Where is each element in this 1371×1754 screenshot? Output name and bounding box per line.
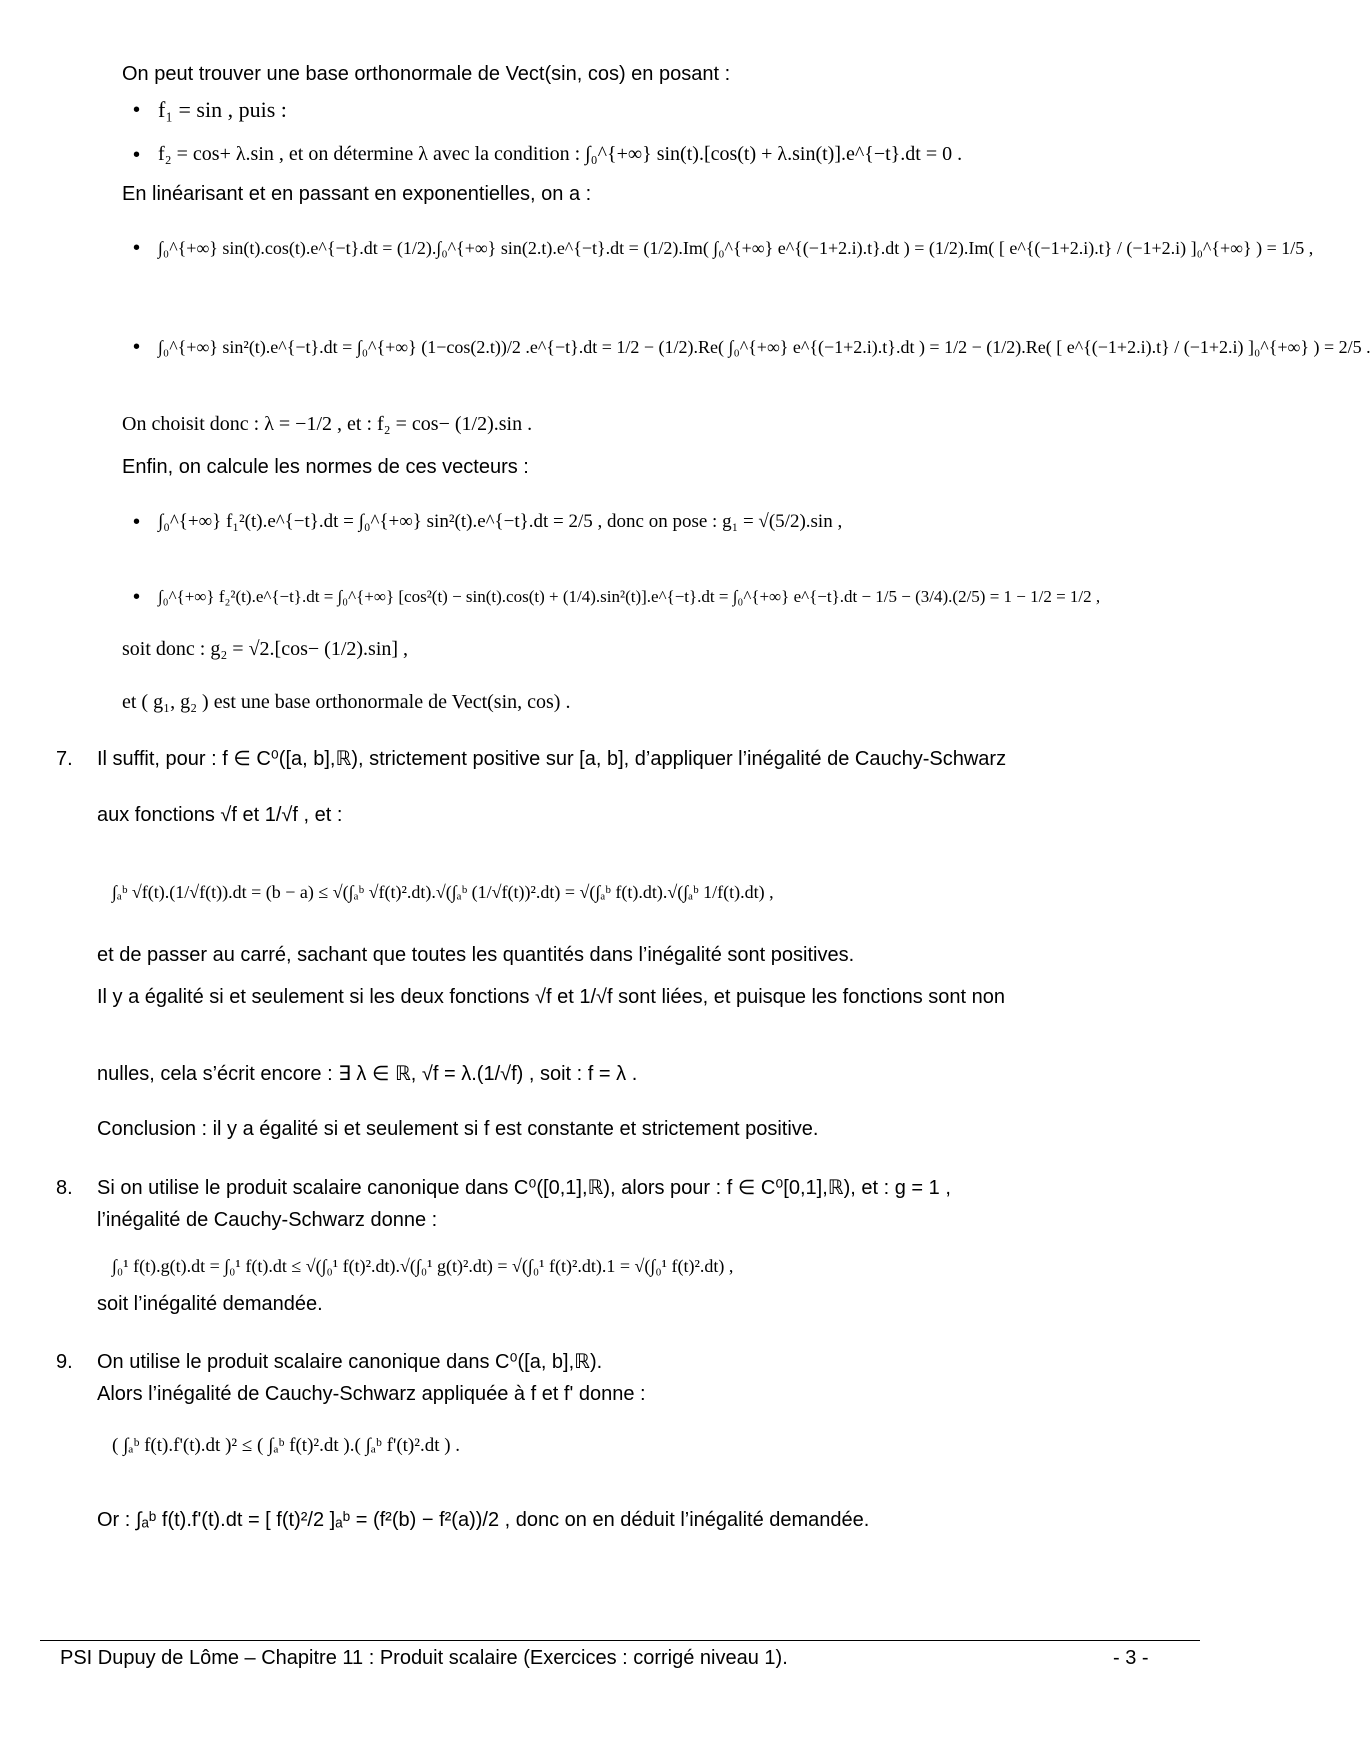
bullet: • — [133, 586, 141, 608]
sec6-norms: Enfin, on calcule les normes de ces vecteurs : — [122, 456, 529, 478]
item-7-line-1: Il suffit, pour : f ∈ C⁰([a, b],ℝ), strictement positive sur [a, b], d’appliquer l’inégalité de Cauchy-Schwarz — [97, 748, 1007, 770]
sec6-conclusion: et ( g₁, g₂ ) est une base orthonormale de Vect(sin, cos) . — [122, 691, 571, 713]
sec6-equation-3: ∫₀^{+∞} f₁²(t).e^{−t}.dt = ∫₀^{+∞} sin²(t).e^{−t}.dt = 2/5 , donc on pose : g₁ = √(5/2).sin , — [158, 511, 843, 532]
item-7-line-3: et de passer au carré, sachant que toutes les quantités dans l’inégalité sont positives. — [97, 944, 855, 966]
sec6-equation-2: ∫₀^{+∞} sin²(t).e^{−t}.dt = ∫₀^{+∞} (1−cos(2.t))/2 .e^{−t}.dt = 1/2 − (1/2).Re( ∫₀^{+∞} e^{(−1+2.i).t}.dt ) = 1/2 − (1/2).Re( [ e^{(−1+2.i).t} / (−1+2.i) ]₀^{+∞} ) = 2/5 . — [158, 337, 1371, 357]
item-7-line-5: nulles, cela s’écrit encore : ∃ λ ∈ ℝ, √f = λ.(1/√f) , soit : f = λ . — [97, 1063, 638, 1085]
sec6-bullet-1: f₁ = sin , puis : — [158, 97, 287, 122]
sec6-choose-lambda: On choisit donc : λ = −1/2 , et : f₂ = cos− (1/2).sin . — [122, 413, 533, 435]
item-9-line-3: Or : ∫ₐᵇ f(t).f'(t).dt = [ f(t)²/2 ]ₐᵇ = (f²(b) − f²(a))/2 , donc on en déduit l’inégalité demandée. — [97, 1509, 870, 1531]
item-8-equation: ∫₀¹ f(t).g(t).dt = ∫₀¹ f(t).dt ≤ √(∫₀¹ f(t)².dt).√(∫₀¹ g(t)².dt) = √(∫₀¹ f(t)².dt).1 = √(∫₀¹ f(t)².dt) , — [112, 1256, 734, 1276]
item-7-line-4: Il y a égalité si et seulement si les deux fonctions √f et 1/√f sont liées, et puisque les fonctions sont non — [97, 986, 1006, 1008]
sec6-bullet-2: f₂ = cos+ λ.sin , et on détermine λ avec la condition : ∫₀^{+∞} sin(t).[cos(t) + λ.sin(t)].e^{−t}.dt = 0 . — [158, 143, 963, 165]
bullet: • — [133, 99, 141, 121]
item-9-number: 9. — [56, 1351, 73, 1373]
sec6-intro: On peut trouver une base orthonormale de Vect(sin, cos) en posant : — [122, 63, 731, 85]
item-7-number: 7. — [56, 748, 73, 770]
item-8-line-1: Si on utilise le produit scalaire canonique dans C⁰([0,1],ℝ), alors pour : f ∈ C⁰[0,1],ℝ), et : g = 1 , — [97, 1177, 951, 1199]
sec6-g2: soit donc : g₂ = √2.[cos− (1/2).sin] , — [122, 638, 409, 660]
item-9-line-1: On utilise le produit scalaire canonique dans C⁰([a, b],ℝ). — [97, 1351, 603, 1373]
item-8-line-3: soit l’inégalité demandée. — [97, 1293, 323, 1315]
bullet: • — [133, 237, 141, 259]
bullet: • — [133, 511, 141, 533]
item-8-number: 8. — [56, 1177, 73, 1199]
sec6-linearisation: En linéarisant et en passant en exponentielles, on a : — [122, 183, 592, 205]
item-8-line-2: l’inégalité de Cauchy-Schwarz donne : — [97, 1209, 438, 1231]
sec6-equation-1: ∫₀^{+∞} sin(t).cos(t).e^{−t}.dt = (1/2).∫₀^{+∞} sin(2.t).e^{−t}.dt = (1/2).Im( ∫₀^{+∞} e^{(−1+2.i).t}.dt ) = (1/2).Im( [ e^{(−1+2.i).t} / (−1+2.i) ]₀^{+∞} ) = 1/5 , — [158, 238, 1314, 258]
item-9-line-2: Alors l’inégalité de Cauchy-Schwarz appliquée à f et f' donne : — [97, 1383, 646, 1405]
item-7-line-6: Conclusion : il y a égalité si et seulement si f est constante et strictement positive. — [97, 1118, 819, 1140]
page-number: - 3 - — [1113, 1647, 1149, 1669]
item-7-equation: ∫ₐᵇ √f(t).(1/√f(t)).dt = (b − a) ≤ √(∫ₐᵇ √f(t)².dt).√(∫ₐᵇ (1/√f(t))².dt) = √(∫ₐᵇ f(t).dt).√(∫ₐᵇ 1/f(t).dt) , — [112, 882, 774, 902]
bullet: • — [133, 144, 141, 166]
item-7-line-2: aux fonctions √f et 1/√f , et : — [97, 804, 343, 826]
bullet: • — [133, 336, 141, 358]
footer-rule — [40, 1640, 1200, 1641]
item-9-equation: ( ∫ₐᵇ f(t).f'(t).dt )² ≤ ( ∫ₐᵇ f(t)².dt ).( ∫ₐᵇ f'(t)².dt ) . — [112, 1435, 461, 1456]
sec6-equation-4: ∫₀^{+∞} f₂²(t).e^{−t}.dt = ∫₀^{+∞} [cos²(t) − sin(t).cos(t) + (1/4).sin²(t)].e^{−t}.dt = ∫₀^{+∞} e^{−t}.dt − 1/5 − (3/4).(2/5) = 1 − 1/2 = 1/2 , — [158, 587, 1101, 606]
footer-title: PSI Dupuy de Lôme – Chapitre 11 : Produit scalaire (Exercices : corrigé niveau 1). — [60, 1647, 788, 1669]
